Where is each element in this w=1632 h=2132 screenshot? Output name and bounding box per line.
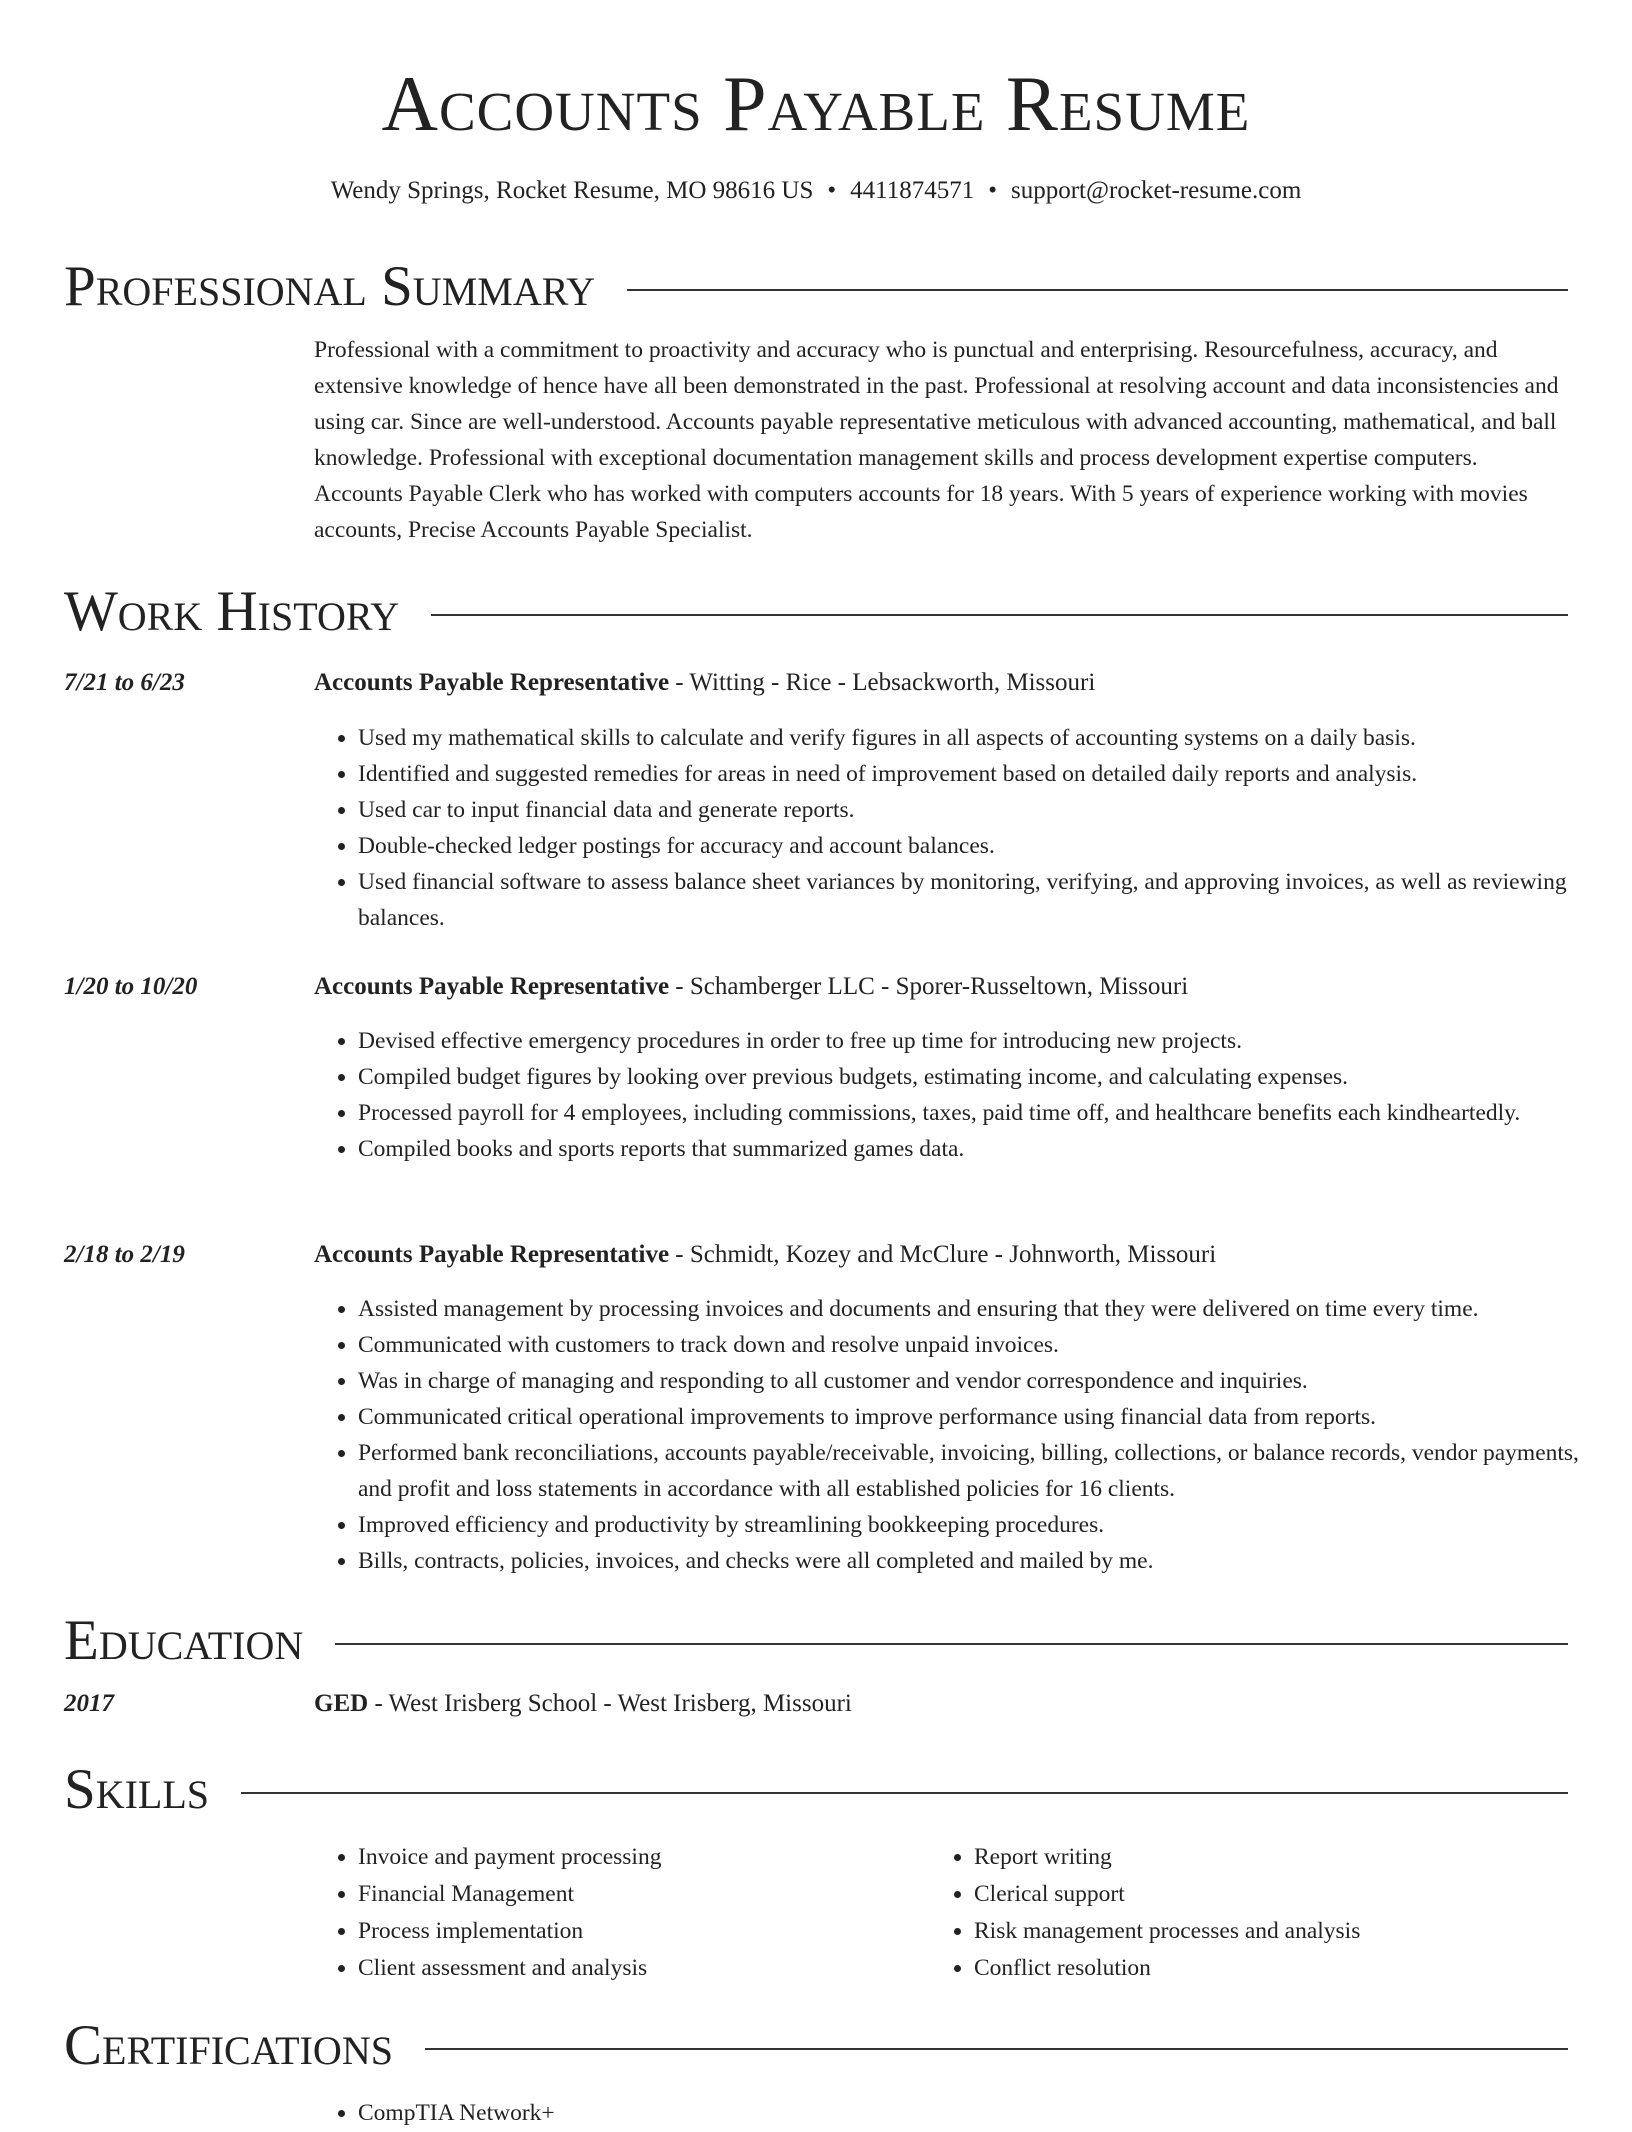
skill-item: • Conflict resolution — [974, 1950, 1574, 1987]
education-line — [314, 1686, 852, 1722]
job-title-line — [314, 1237, 1216, 1273]
skill-item: • Financial Management — [358, 1876, 928, 1913]
job-dates: 1/20 to 10/20 — [64, 973, 198, 1000]
certifications-header — [64, 2011, 1568, 2081]
job-bullet: • Was in charge of managing and responding to all customer and vendor correspondence and inquiries. — [358, 1363, 1618, 1399]
job-role: Accounts Payable Representative — [314, 669, 670, 696]
summary-text: Professional with a commitment to proactivity and accuracy who is punctual and enterprising. Resourcefulness, accuracy, and extensive knowledge of hence have all been demonstrated in the past. Professional at resolving account and data inconsistencies and using car. Since are well-understood. Accounts payable representative meticulous with advanced accounting, mathematical, and ball knowledge. Professional with exceptional documentation management skills and process development expertise computers. Accounts Payable Clerk who has worked with computers accounts for 18 years. With 5 years of experience working with movies accounts, Precise Accounts Payable Specialist. — [314, 337, 1559, 543]
contact-line — [0, 174, 1632, 208]
job-bullet: • Assisted management by processing invoices and documents and ensuring that they were delivered on time every time. — [358, 1291, 1618, 1327]
section-divider — [425, 2048, 1568, 2050]
contact-phone: 4411874571 — [850, 177, 975, 204]
skills-header — [64, 1755, 1568, 1825]
certifications-list — [314, 2095, 1158, 2132]
skills-section — [64, 1755, 1568, 1995]
summary-section — [64, 252, 1568, 562]
job-bullet: • Used my mathematical skills to calculate and verify figures in all aspects of accounting systems on a daily basis. — [358, 720, 1618, 756]
job-employer: - Schmidt, Kozey and McClure - Johnworth, Missouri — [669, 1241, 1217, 1268]
job-employer: - Schamberger LLC - Sporer-Russeltown, Missouri — [669, 973, 1189, 1000]
job-employer: - Witting - Rice - Lebsackworth, Missouri — [669, 669, 1096, 696]
education-heading: Education — [64, 1609, 304, 1672]
education-header — [64, 1606, 1568, 1676]
section-divider — [431, 614, 1568, 616]
contact-separator: • — [988, 177, 997, 204]
job-bullets — [314, 1023, 1618, 1167]
job-bullet: • Communicated critical operational improvements to improve performance using financial data from reports. — [358, 1399, 1618, 1435]
summary-heading: Professional Summary — [64, 255, 596, 318]
skill-item: • Report writing — [974, 1839, 1574, 1876]
contact-address: Wendy Springs, Rocket Resume, MO 98616 US — [330, 177, 814, 204]
job-bullet: • Used car to input financial data and generate reports. — [358, 792, 1618, 828]
skill-item: • Invoice and payment processing — [358, 1839, 928, 1876]
job-bullets — [314, 1291, 1618, 1579]
work-history-header — [64, 577, 1568, 647]
skill-item: • Client assessment and analysis — [358, 1950, 928, 1987]
job-bullet: • Bills, contracts, policies, invoices, and checks were all completed and mailed by me. — [358, 1543, 1618, 1579]
work-history-section — [64, 577, 1579, 1577]
skill-item: • Process implementation — [358, 1913, 928, 1950]
job-bullet: • Communicated with customers to track down and resolve unpaid invoices. — [358, 1327, 1618, 1363]
section-divider — [241, 1792, 1568, 1794]
job-dates: 7/21 to 6/23 — [64, 669, 185, 696]
job-bullet: • Identified and suggested remedies for areas in need of improvement based on detailed daily reports and analysis. — [358, 756, 1618, 792]
job-title-line — [314, 969, 1188, 1005]
skill-item: • Clerical support — [974, 1876, 1574, 1913]
education-year: 2017 — [64, 1690, 114, 1717]
job-bullet: • Devised effective emergency procedures in order to free up time for introducing new projects. — [358, 1023, 1618, 1059]
section-divider — [335, 1643, 1568, 1645]
contact-email: support@rocket-resume.com — [1011, 177, 1302, 204]
job-dates: 2/18 to 2/19 — [64, 1241, 185, 1268]
skills-list-right — [930, 1839, 1574, 1987]
skills-heading: Skills — [64, 1758, 210, 1821]
resume-title: Accounts Payable Resume — [381, 60, 1251, 147]
summary-header — [64, 252, 1568, 322]
job-bullet: • Performed bank reconciliations, accounts payable/receivable, invoicing, billing, collections, or balance records, vendor payments, and profit and loss statements in accordance with all established policies for 16 clients. — [358, 1435, 1618, 1507]
job-bullets — [314, 720, 1618, 936]
job-bullet: • Double-checked ledger postings for accuracy and account balances. — [358, 828, 1618, 864]
job-bullet: • Processed payroll for 4 employees, including commissions, taxes, paid time off, and healthcare benefits each kindheartedly. — [358, 1095, 1618, 1131]
certifications-heading: Certifications — [64, 2014, 393, 2077]
education-section — [64, 1606, 1568, 1736]
certification-item: • CompTIA Network+ — [358, 2095, 1158, 2132]
certifications-section — [64, 2011, 1568, 2126]
skills-list-left — [314, 1839, 928, 1987]
skill-item: • Risk management processes and analysis — [974, 1913, 1574, 1950]
job-bullet: • Improved efficiency and productivity by streamlining bookkeeping procedures. — [358, 1507, 1618, 1543]
job-bullet: • Compiled budget figures by looking over previous budgets, estimating income, and calculating expenses. — [358, 1059, 1618, 1095]
education-degree: GED — [314, 1690, 369, 1717]
work-history-heading: Work History — [64, 580, 400, 643]
job-bullet: • Compiled books and sports reports that summarized games data. — [358, 1131, 1618, 1167]
contact-separator: • — [827, 177, 837, 204]
job-role: Accounts Payable Representative — [314, 1241, 670, 1268]
job-bullet: • Used financial software to assess balance sheet variances by monitoring, verifying, and approving invoices, as well as reviewing balances. — [358, 864, 1618, 936]
job-role: Accounts Payable Representative — [314, 973, 670, 1000]
section-divider — [627, 289, 1568, 291]
education-school: - West Irisberg School - West Irisberg, Missouri — [368, 1690, 852, 1717]
job-title-line — [314, 665, 1095, 701]
